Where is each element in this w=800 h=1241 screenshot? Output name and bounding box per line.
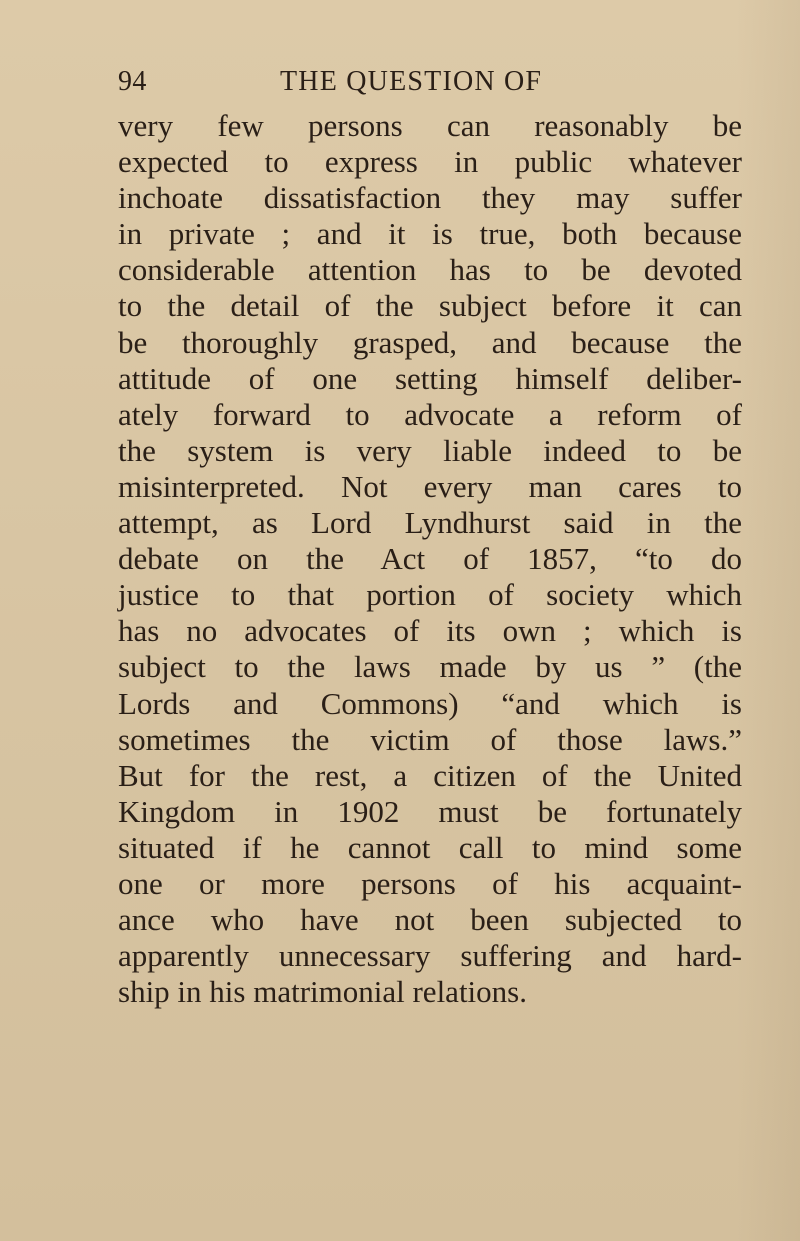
text-line: Kingdom in 1902 must be fortunately (118, 793, 742, 829)
text-line: apparently unnecessary suffering and hard- (118, 938, 742, 974)
text-line: ance who have not been subjected to (118, 902, 742, 938)
text-line: very few persons can reasonably be (118, 108, 742, 143)
text-line: justice to that portion of society which (118, 577, 742, 613)
text-line: situated if he cannot call to mind some (118, 829, 742, 865)
text-line: to the detail of the subject before it can (118, 288, 742, 324)
text-line: has no advocates of its own ; which is (118, 613, 742, 649)
text-line: ately forward to advocate a reform of (118, 396, 742, 432)
text-line: Lords and Commons) “and which is (118, 685, 742, 721)
text-line: inchoate dissatisfaction they may suffer (118, 180, 742, 216)
text-line: considerable attention has to be devoted (118, 252, 742, 288)
text-line: in private ; and it is true, both because (118, 216, 742, 252)
body-text (118, 108, 742, 1010)
text-line: But for the rest, a citizen of the United (118, 757, 742, 793)
page-number: 94 (118, 66, 147, 97)
text-line: sometimes the victim of those laws.” (118, 721, 742, 757)
text-line: be thoroughly grasped, and because the (118, 324, 742, 360)
text-line: ship in his matrimonial relations. (118, 974, 527, 1010)
text-line: attempt, as Lord Lyndhurst said in the (118, 505, 742, 541)
page-header (118, 66, 718, 106)
text-line: subject to the laws made by us ” (the (118, 649, 742, 685)
text-line: expected to express in public whatever (118, 144, 742, 180)
running-head: THE QUESTION OF (280, 66, 543, 97)
text-line: attitude of one setting himself deliber- (118, 360, 742, 396)
text-line: one or more persons of his acquaint- (118, 865, 742, 901)
text-line: the system is very liable indeed to be (118, 432, 742, 468)
text-line: debate on the Act of 1857, “to do (118, 541, 742, 577)
text-line: misinterpreted. Not every man cares to (118, 468, 742, 504)
